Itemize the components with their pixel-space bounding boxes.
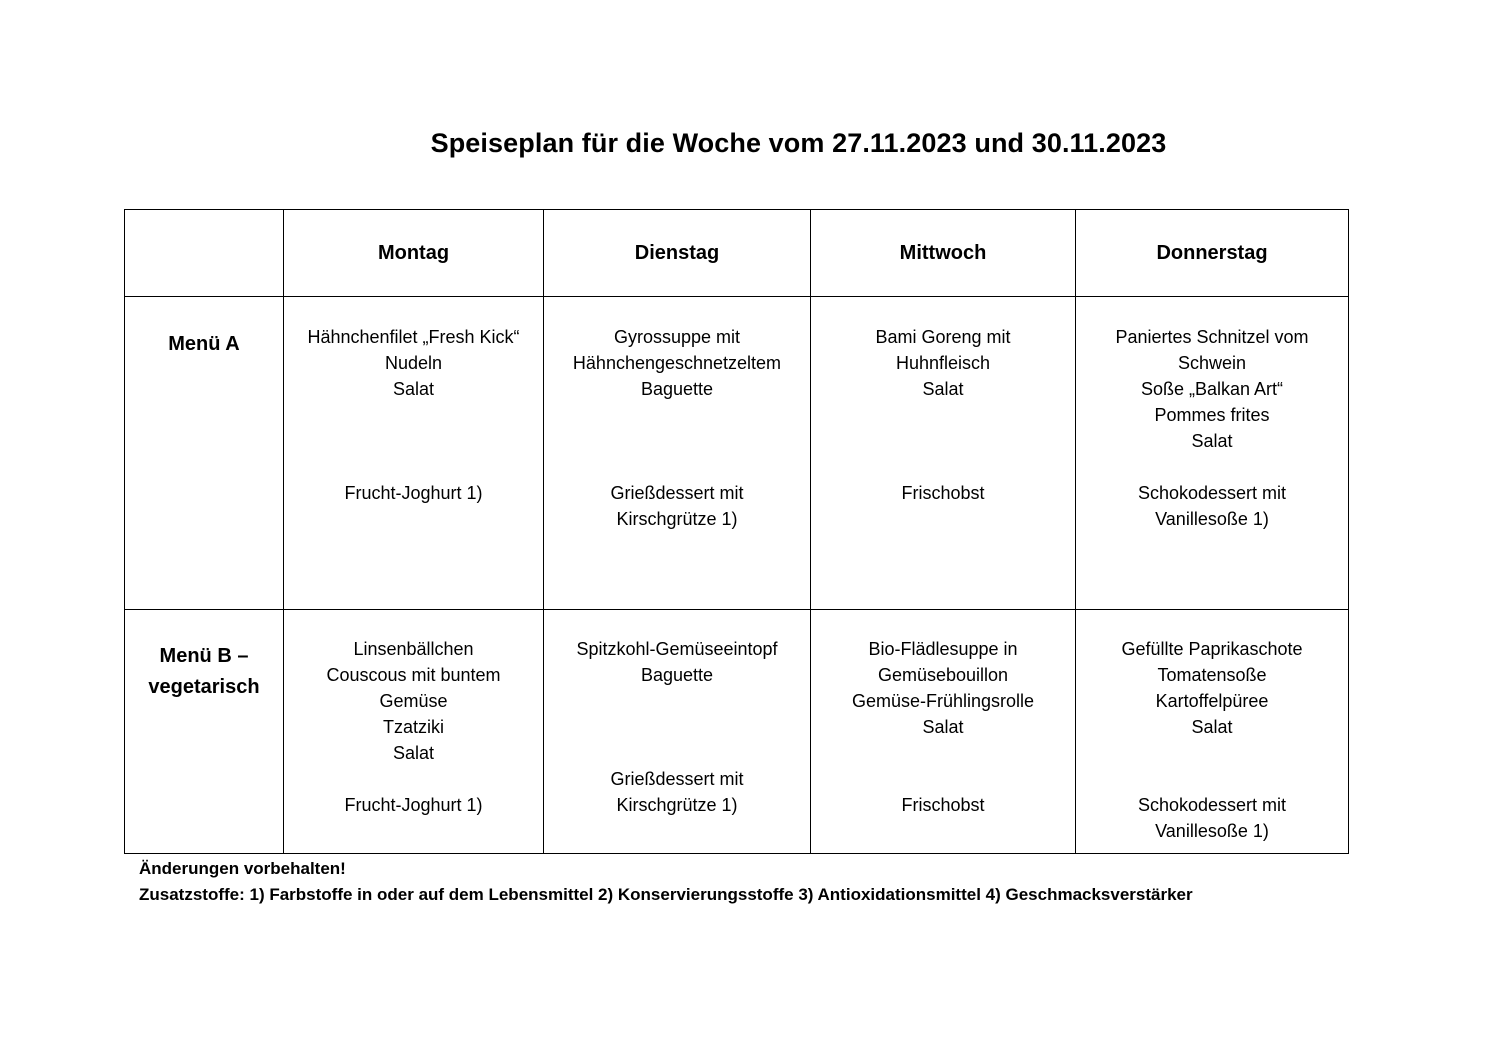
dish-line: Gefüllte Paprikaschote xyxy=(1121,639,1303,659)
spacer xyxy=(811,402,1075,428)
dish-line: Gyrossuppe mit xyxy=(613,327,741,347)
spacer xyxy=(811,428,1075,454)
spacer xyxy=(1076,454,1348,480)
dish-line: Paniertes Schnitzel vom xyxy=(1115,327,1309,347)
dessert-line: Vanillesoße 1) xyxy=(1155,509,1269,529)
dish-line: Tomatensoße xyxy=(1157,665,1267,685)
spacer xyxy=(1076,740,1348,766)
spacer xyxy=(811,454,1075,480)
dish-line: Hähnchengeschnetzeltem xyxy=(572,353,782,373)
dessert-line: Kirschgrütze 1) xyxy=(616,795,738,815)
menu-b-wednesday-cell xyxy=(811,610,1076,854)
dish-line: Pommes frites xyxy=(1154,405,1270,425)
dessert-line: Frischobst xyxy=(901,795,985,815)
dessert-line: Frischobst xyxy=(901,483,985,503)
dish-line: Bami Goreng mit xyxy=(875,327,1011,347)
dish-line: Nudeln xyxy=(384,353,443,373)
spacer xyxy=(544,688,810,714)
menu-a-monday-cell xyxy=(284,297,544,610)
menu-a-wednesday-cell xyxy=(811,297,1076,610)
spacer xyxy=(544,714,810,740)
dish-line: Tzatziki xyxy=(382,717,444,737)
dish-line: Linsenbällchen xyxy=(353,639,474,659)
row-label-line: vegetarisch xyxy=(148,676,260,698)
row-label-line: Menü B – xyxy=(159,645,249,667)
dessert-line: Schokodessert mit xyxy=(1137,795,1287,815)
spacer xyxy=(544,454,810,480)
dish-line: Schwein xyxy=(1177,353,1247,373)
row-label-line: Menü A xyxy=(168,333,240,355)
dessert-line: Vanillesoße 1) xyxy=(1155,821,1269,841)
menu-b-thursday-cell xyxy=(1076,610,1349,854)
footer xyxy=(139,856,1193,908)
menu-b-monday-cell xyxy=(284,610,544,854)
spacer xyxy=(1076,766,1348,792)
dish-line: Salat xyxy=(1191,431,1233,451)
dessert-line: Frucht-Joghurt 1) xyxy=(344,795,483,815)
additives-legend: Zusatzstoffe: 1) Farbstoffe in oder auf dem Lebensmittel 2) Konservierungsstoffe 3) Antioxidationsmittel 4) Geschmacksverstärker xyxy=(139,885,1193,904)
menu-a-tuesday-cell xyxy=(544,297,811,610)
day-header-wednesday: Mittwoch xyxy=(811,210,1076,297)
menu-table xyxy=(124,209,1349,854)
dish-line: Salat xyxy=(922,379,964,399)
day-header-thursday: Donnerstag xyxy=(1076,210,1349,297)
spacer xyxy=(811,766,1075,792)
menu-a-thursday-cell xyxy=(1076,297,1349,610)
menu-b-row xyxy=(125,610,1349,854)
spacer xyxy=(284,766,543,792)
menu-a-row xyxy=(125,297,1349,610)
dish-line: Gemüse xyxy=(379,691,448,711)
page-title: Speiseplan für die Woche vom 27.11.2023 und 30.11.2023 xyxy=(430,128,1167,158)
dessert-line: Kirschgrütze 1) xyxy=(616,509,738,529)
dessert-line: Grießdessert mit xyxy=(610,483,744,503)
menu-b-tuesday-cell xyxy=(544,610,811,854)
spacer xyxy=(284,454,543,480)
dish-line: Kartoffelpüree xyxy=(1155,691,1269,711)
dish-line: Spitzkohl-Gemüseeintopf xyxy=(576,639,778,659)
dish-line: Baguette xyxy=(640,665,714,685)
day-header-tuesday: Dienstag xyxy=(544,210,811,297)
spacer xyxy=(811,740,1075,766)
dish-line: Salat xyxy=(1191,717,1233,737)
corner-cell xyxy=(125,210,284,297)
dish-line: Salat xyxy=(392,743,435,763)
dessert-line: Frucht-Joghurt 1) xyxy=(344,483,483,503)
day-header-monday: Montag xyxy=(284,210,544,297)
changes-note: Änderungen vorbehalten! xyxy=(139,859,346,878)
dessert-line: Schokodessert mit xyxy=(1137,483,1287,503)
spacer xyxy=(544,428,810,454)
spacer xyxy=(284,428,543,454)
row-label xyxy=(125,297,283,360)
dish-line: Hähnchenfilet „Fresh Kick“ xyxy=(307,327,520,347)
dish-line: Gemüsebouillon xyxy=(877,665,1009,685)
spacer xyxy=(284,402,543,428)
spacer xyxy=(544,402,810,428)
menu-b-label-cell xyxy=(125,610,284,854)
dish-line: Salat xyxy=(392,379,435,399)
dessert-line: Grießdessert mit xyxy=(610,769,744,789)
dish-line: Salat xyxy=(922,717,964,737)
dish-line: Baguette xyxy=(640,379,714,399)
dish-line: Huhnfleisch xyxy=(895,353,991,373)
dish-line: Couscous mit buntem xyxy=(326,665,501,685)
dish-line: Bio-Flädlesuppe in xyxy=(868,639,1018,659)
header-row xyxy=(125,210,1349,297)
dish-line: Gemüse-Frühlingsrolle xyxy=(851,691,1035,711)
menu-a-label-cell xyxy=(125,297,284,610)
spacer xyxy=(544,740,810,766)
dish-line: Soße „Balkan Art“ xyxy=(1140,379,1284,399)
row-label xyxy=(125,610,283,703)
